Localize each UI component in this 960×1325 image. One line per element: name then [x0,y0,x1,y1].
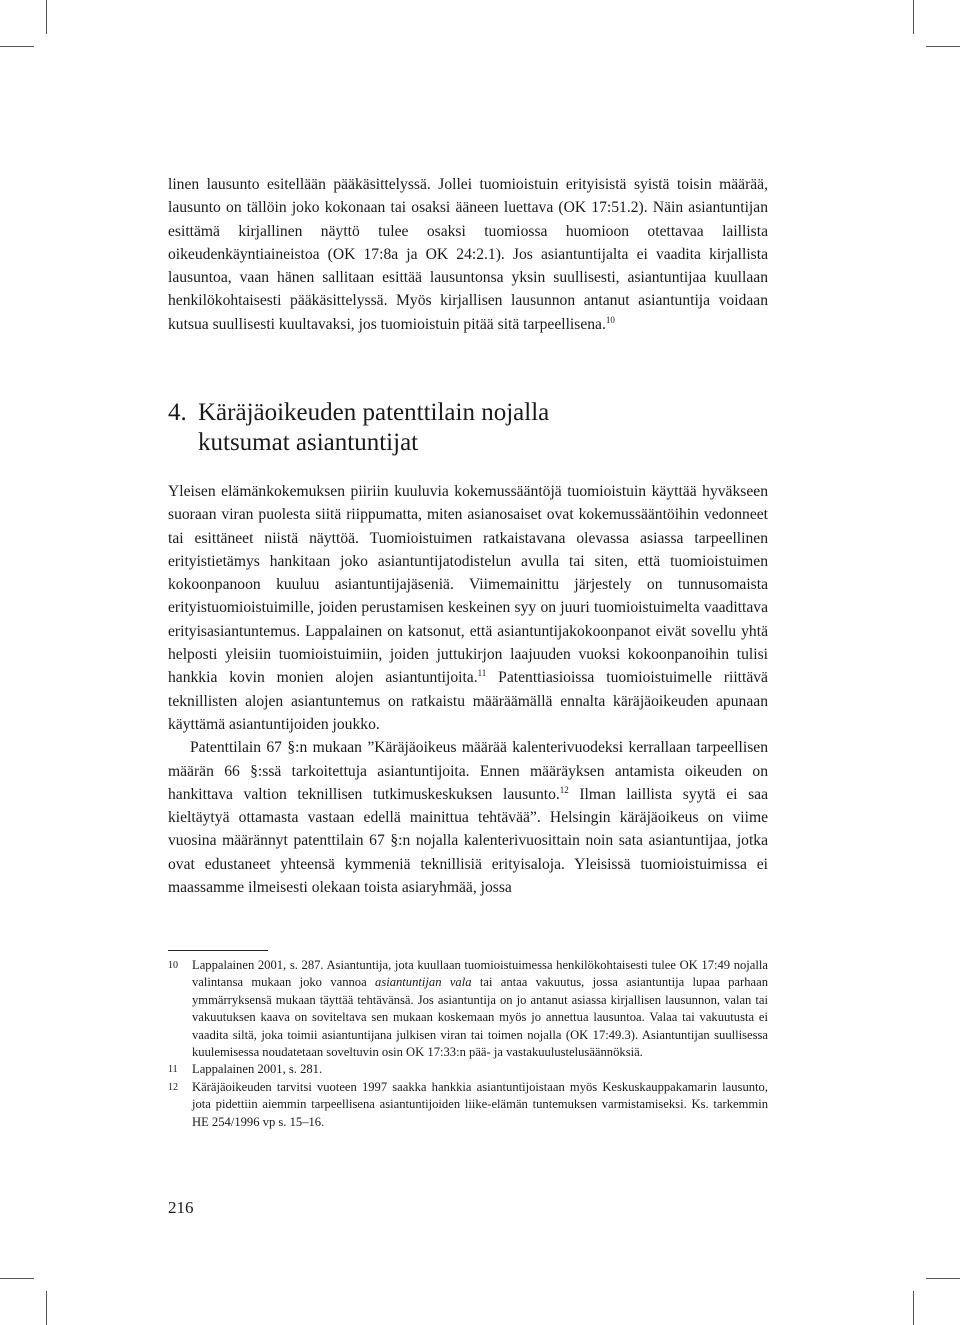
crop-mark-bottom-left-h [0,1278,34,1279]
body-paragraph [168,736,768,899]
footnote-divider [168,950,268,951]
crop-mark-bottom-right-v [913,1291,914,1325]
footnote-ref-12[interactable]: 12 [559,784,569,795]
footnote-ref-11[interactable]: 11 [477,668,487,679]
section-body [168,480,768,899]
footnote-text: Käräjäoikeuden tarvitsi vuoteen 1997 saakka hankkia asiantuntijoistaan myös Keskuskauppakamarin lausunto, jota pidettiin aiemmin tarpeellisena asiantuntijoiden liike-elämän tuntemuksen varmistamiseksi. Ks. tarkemmin HE 254/1996 vp s. 15–16. [192,1079,768,1129]
footnote-text-part: tai antaa vakuutus, jossa asiantuntija lupaa parhaan ymmärryksensä mukaan täyttää tehtävänsä. Jos asiantuntija on jo antanut asiassa kirjallisen lausunnon, valan tai vakuutuksen kaava on soviteltava sen mukaan koskemaan myös jo annettua lausuntoa. Valaa tai vakuutusta ei vaadita siltä, joka toimii asiantuntijana julkisen viran tai toimen nojalla (OK 17:49.3). Asiantuntijan suullisessa kuulemisessa noudatetaan soveltuvin osin OK 17:33:n pää- ja vastakuulustelusäännöksiä. [192,975,768,1060]
section-title-line-2: kutsumat asiantuntijat [198,429,419,456]
body-paragraph [168,173,768,336]
crop-mark-bottom-right-h [926,1278,960,1279]
paragraph-text: Patenttiasioissa tuomioistuimelle riittävä teknillisten alojen asiantuntemus on ratkaistu määräämällä ennalta käräjäoikeuden apunaan käyttämä asiantuntijoiden joukko. [168,669,768,733]
footnote-number: 12 [168,1081,178,1093]
crop-mark-top-right-v [913,0,914,34]
footnote-10 [168,957,768,1061]
body-paragraph [168,480,768,736]
footnote-12 [168,1079,768,1131]
crop-mark-bottom-left-v [46,1291,47,1325]
page-number: 216 [168,1198,194,1217]
section-number: 4. [168,399,187,426]
paragraph-text: Patenttilain 67 §:n mukaan ”Käräjäoikeus määrää kalenterivuodeksi kerrallaan tarpeellisen määrän 66 §:ssä tarkoitettuja asiantuntijoita. Ennen määräyksen antamista oikeuden on hankittava valtion teknillisen tutkimuskeskuksen lausunto. [168,739,768,803]
paragraph-continuation [168,173,768,336]
section-heading [168,398,768,458]
footnote-text: Lappalainen 2001, s. 281. [192,1062,323,1077]
footnote-text-part: Lappalainen 2001, s. 287. Asiantuntija, jota kuullaan tuomioistuimessa henkilökohtaisesti tulee OK 17:49 nojalla valintansa mukaan joko vannoa [192,958,768,990]
paragraph-text: linen lausunto esitellään pääkäsittelyssä. Jollei tuomioistuin erityisistä syistä toisin määrää, lausunto on tällöin joko kokonaan tai osaksi ääneen luettava (OK 17:51.2). Näin asiantuntijan esittämä kirjallinen näyttö tulee osaksi tuomiossa huomioon otettavaa laillista oikeudenkäyntiaineistoa (OK 17:8a ja OK 24:2.1). Jos asiantuntijalta ei vaadita kirjallista lausuntoa, vaan hänen sallitaan esittää lausuntonsa yksin suullisesti, asiantuntijaa kuullaan henkilökohtaisesti pääkäsittelyssä. Myös kirjallisen lausunnon antanut asiantuntija voidaan kutsua suullisesti kuultavaksi, jos tuomioistuin pitää sitä tarpeellisena. [168,176,768,333]
section-title-line-1: Käräjäoikeuden patenttilain nojalla [198,399,550,426]
crop-mark-top-right-h [926,46,960,47]
footnote-text [192,957,768,1061]
paragraph-text: Yleisen elämänkokemuksen piiriin kuuluvia kokemussääntöjä tuomioistuin käyttää hyväkseen suoraan viran puolesta siitä riippumatta, miten asianosaiset ovat kokemussääntöihin vedonneet tai esittäneet niistä näyttöä. Tuomioistuimen ratkaistavana olevassa asiassa tarpeellinen erityistietämys hankitaan joko asiantuntijatodistelun avulla tai siten, että tuomioistuimen kokoonpanoon kuuluu asiantuntijajäseniä. Viimemainittu järjestely on tunnusomaista erityistuomioistuimille, joiden perustamisen keskeinen syy on juuri tuomioistuimelta vaadittava erityisasiantuntemus. Lappalainen on katsonut, että asiantuntijakokoonpanot eivät sovellu yhtä helposti yleisiin tuomioistuimiin, joiden juttukirjon laajuuden vuoksi kokoonpanoihin tulisi hankkia kovin monien alojen asiantuntijoita. [168,483,768,687]
crop-mark-top-left-h [0,46,34,47]
footnote-11 [168,1061,768,1078]
footnote-number: 10 [168,960,178,971]
footnote-number: 11 [168,1064,178,1076]
crop-mark-top-left-v [46,0,47,34]
footnote-emphasis: asiantuntijan vala [375,975,472,990]
footnote-ref-10[interactable]: 10 [605,314,615,325]
footnotes [168,957,768,1131]
paragraph-text: Ilman laillista syytä ei saa kieltäytyä ottamasta vastaan edellä mainittua tehtävää”. Helsingin käräjäoikeus on viime vuosina määrännyt patenttilain 67 §:n nojalla kalenterivuosittain noin sata asiantuntijaa, jotka ovat edustaneet yhteensä kymmeniä teknillisiä erityisaloja. Yleisissä tuomioistuimissa ei maassamme ilmeisesti olekaan toista asiaryhmää, jossa [168,785,768,897]
